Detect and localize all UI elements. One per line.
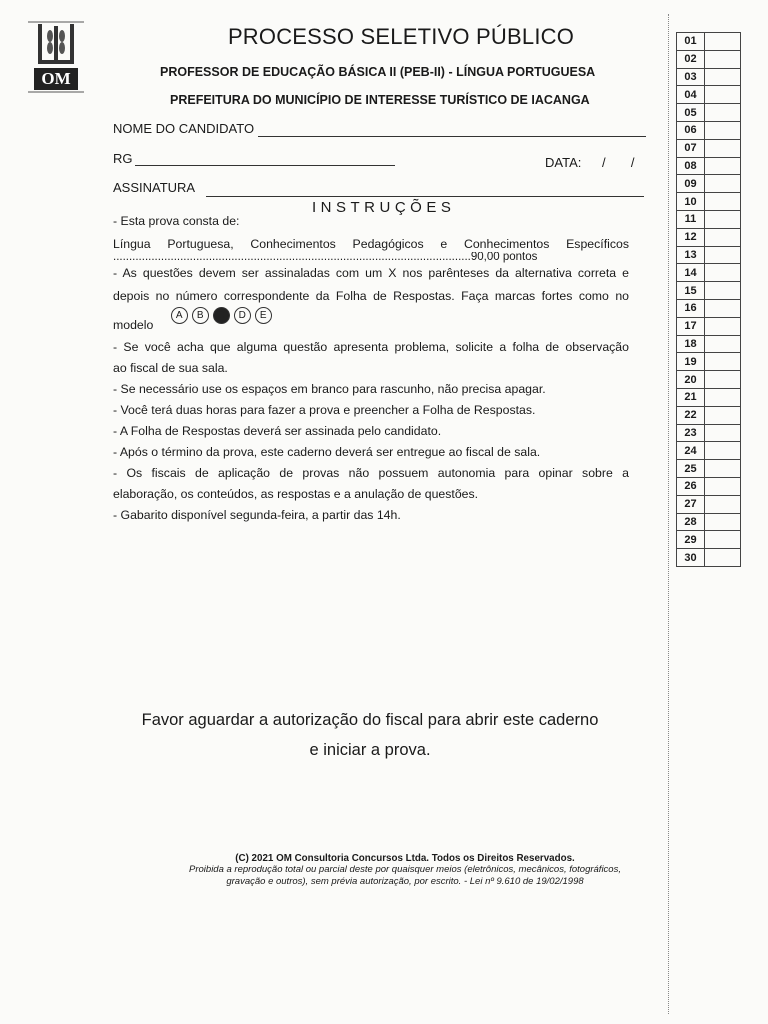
question-number: 02 xyxy=(677,50,705,68)
answer-cell[interactable] xyxy=(705,104,741,122)
answer-grid-row xyxy=(677,513,741,531)
question-number: 10 xyxy=(677,193,705,211)
question-number: 05 xyxy=(677,104,705,122)
question-number: 14 xyxy=(677,264,705,282)
copyright-line: gravação e outros), sem prévia autorização, por escrito. - Lei nº 9.610 de 19/02/1998 xyxy=(226,876,584,887)
answer-grid-row xyxy=(677,495,741,513)
question-number: 23 xyxy=(677,424,705,442)
question-number: 19 xyxy=(677,353,705,371)
question-number: 15 xyxy=(677,282,705,300)
question-number: 03 xyxy=(677,68,705,86)
instruction-line: ................................................................................................................90,00 pontos xyxy=(113,252,538,263)
bubble-d: D xyxy=(234,307,251,324)
answer-grid-row xyxy=(677,210,741,228)
bubble-c-filled: C xyxy=(213,307,230,324)
question-number: 20 xyxy=(677,371,705,389)
question-number: 11 xyxy=(677,210,705,228)
answer-cell[interactable] xyxy=(705,282,741,300)
answer-grid-row xyxy=(677,264,741,282)
date-label: DATA: xyxy=(545,155,582,170)
answer-grid-row xyxy=(677,477,741,495)
rg-line[interactable] xyxy=(135,165,395,166)
answer-cell[interactable] xyxy=(705,228,741,246)
notice-line-2: e iniciar a prova. xyxy=(309,741,431,759)
answer-grid-row xyxy=(677,442,741,460)
answer-cell[interactable] xyxy=(705,210,741,228)
answer-cell[interactable] xyxy=(705,157,741,175)
bubble-a: A xyxy=(171,307,188,324)
bubble-e: E xyxy=(255,307,272,324)
question-number: 13 xyxy=(677,246,705,264)
answer-grid-row xyxy=(677,424,741,442)
question-number: 30 xyxy=(677,549,705,567)
answer-cell[interactable] xyxy=(705,424,741,442)
answer-grid-row xyxy=(677,175,741,193)
bubble-b: B xyxy=(192,307,209,324)
answer-cell[interactable] xyxy=(705,442,741,460)
name-line[interactable] xyxy=(258,136,646,137)
answer-cell[interactable] xyxy=(705,513,741,531)
name-label: NOME DO CANDIDATO xyxy=(113,121,255,136)
answer-cell[interactable] xyxy=(705,86,741,104)
question-number: 26 xyxy=(677,477,705,495)
question-number: 07 xyxy=(677,139,705,157)
question-number: 04 xyxy=(677,86,705,104)
answer-grid-row xyxy=(677,299,741,317)
instruction-line: Língua Portuguesa, Conhecimentos Pedagógicos e Conhecimentos Específicos xyxy=(113,237,629,251)
answer-grid-row xyxy=(677,121,741,139)
answer-cell[interactable] xyxy=(705,388,741,406)
answer-cell[interactable] xyxy=(705,121,741,139)
answer-grid-row xyxy=(677,549,741,567)
answer-grid-row xyxy=(677,353,741,371)
answer-cell[interactable] xyxy=(705,477,741,495)
answer-cell[interactable] xyxy=(705,317,741,335)
answer-grid-row xyxy=(677,282,741,300)
answer-grid-row xyxy=(677,50,741,68)
answer-cell[interactable] xyxy=(705,299,741,317)
answer-cell[interactable] xyxy=(705,531,741,549)
answer-cell[interactable] xyxy=(705,264,741,282)
answer-cell[interactable] xyxy=(705,353,741,371)
question-number: 01 xyxy=(677,33,705,51)
copyright-line: (C) 2021 OM Consultoria Concursos Ltda. Todos os Direitos Reservados. xyxy=(235,853,575,864)
answer-cell[interactable] xyxy=(705,549,741,567)
answer-cell[interactable] xyxy=(705,335,741,353)
answer-grid-row xyxy=(677,104,741,122)
answer-grid-row xyxy=(677,335,741,353)
instruction-line: - Os fiscais de aplicação de provas não possuem autonomia para opinar sobre a xyxy=(113,466,629,480)
instruction-line: - Você terá duas horas para fazer a prova e preencher a Folha de Respostas. xyxy=(113,403,536,417)
model-label: modelo xyxy=(113,318,154,332)
instruction-line: depois no número correspondente da Folha de Respostas. Faça marcas fortes como no xyxy=(113,289,629,303)
answer-grid-row xyxy=(677,406,741,424)
instruction-line: - As questões devem ser assinaladas com um X nos parênteses da alternativa correta e xyxy=(113,266,629,280)
answer-grid-row xyxy=(677,246,741,264)
instructions-title: INSTRUÇÕES xyxy=(312,199,456,216)
answer-cell[interactable] xyxy=(705,50,741,68)
answer-grid-row xyxy=(677,228,741,246)
question-number: 25 xyxy=(677,460,705,478)
answer-cell[interactable] xyxy=(705,406,741,424)
answer-cell[interactable] xyxy=(705,193,741,211)
instruction-line: ao fiscal de sua sala. xyxy=(113,361,228,375)
answer-cell[interactable] xyxy=(705,175,741,193)
answer-grid xyxy=(676,32,741,567)
question-number: 17 xyxy=(677,317,705,335)
question-number: 06 xyxy=(677,121,705,139)
tear-line xyxy=(668,14,669,1014)
instructions-body xyxy=(113,211,629,526)
instruction-line: - A Folha de Respostas deverá ser assinada pelo candidato. xyxy=(113,424,442,438)
question-number: 16 xyxy=(677,299,705,317)
question-number: 08 xyxy=(677,157,705,175)
signature-label: ASSINATURA xyxy=(113,180,196,195)
signature-line[interactable] xyxy=(206,196,644,197)
instruction-line: - Esta prova consta de: xyxy=(113,214,240,228)
instruction-line: - Gabarito disponível segunda-feira, a partir das 14h. xyxy=(113,508,401,522)
instruction-line: - Se necessário use os espaços em branco para rascunho, não precisa apagar. xyxy=(113,382,546,396)
question-number: 18 xyxy=(677,335,705,353)
answer-grid-row xyxy=(677,157,741,175)
answer-grid-row xyxy=(677,86,741,104)
exam-subtitle: PROFESSOR DE EDUCAÇÃO BÁSICA II (PEB-II) - LÍNGUA PORTUGUESA xyxy=(160,65,596,79)
answer-cell[interactable] xyxy=(705,139,741,157)
question-number: 28 xyxy=(677,513,705,531)
page-title: PROCESSO SELETIVO PÚBLICO xyxy=(227,24,575,49)
copyright-line: Proibida a reprodução total ou parcial deste por quaisquer meios (eletrônicos, mecânicos, fotográficos, xyxy=(189,864,621,875)
answer-cell[interactable] xyxy=(705,495,741,513)
notice-line-1: Favor aguardar a autorização do fiscal para abrir este caderno xyxy=(141,711,599,729)
answer-cell[interactable] xyxy=(705,371,741,389)
rg-label: RG xyxy=(113,151,133,166)
answer-cell[interactable] xyxy=(705,33,741,51)
question-number: 21 xyxy=(677,388,705,406)
municipality-title: PREFEITURA DO MUNICÍPIO DE INTERESSE TURÍSTICO DE IACANGA xyxy=(170,93,590,107)
logo-text: OM xyxy=(41,69,71,88)
date-slashes: / / xyxy=(602,155,635,170)
answer-cell[interactable] xyxy=(705,460,741,478)
answer-grid-row xyxy=(677,460,741,478)
answer-grid-row xyxy=(677,388,741,406)
question-number: 27 xyxy=(677,495,705,513)
question-number: 24 xyxy=(677,442,705,460)
question-number: 12 xyxy=(677,228,705,246)
answer-cell[interactable] xyxy=(705,68,741,86)
instruction-line: elaboração, os conteúdos, as respostas e a anulação de questões. xyxy=(113,487,479,501)
model-row xyxy=(113,310,629,337)
answer-grid-row xyxy=(677,68,741,86)
question-number: 29 xyxy=(677,531,705,549)
answer-cell[interactable] xyxy=(705,246,741,264)
answer-grid-row xyxy=(677,317,741,335)
copyright xyxy=(170,853,640,888)
question-number: 22 xyxy=(677,406,705,424)
answer-grid-row xyxy=(677,371,741,389)
answer-grid-row xyxy=(677,531,741,549)
answer-grid-row xyxy=(677,33,741,51)
answer-grid-row xyxy=(677,193,741,211)
instruction-line: - Após o término da prova, este caderno deverá ser entregue ao fiscal de sala. xyxy=(113,445,541,459)
answer-grid-row xyxy=(677,139,741,157)
instruction-line: - Se você acha que alguma questão apresenta problema, solicite a folha de observação xyxy=(113,340,629,354)
question-number: 09 xyxy=(677,175,705,193)
